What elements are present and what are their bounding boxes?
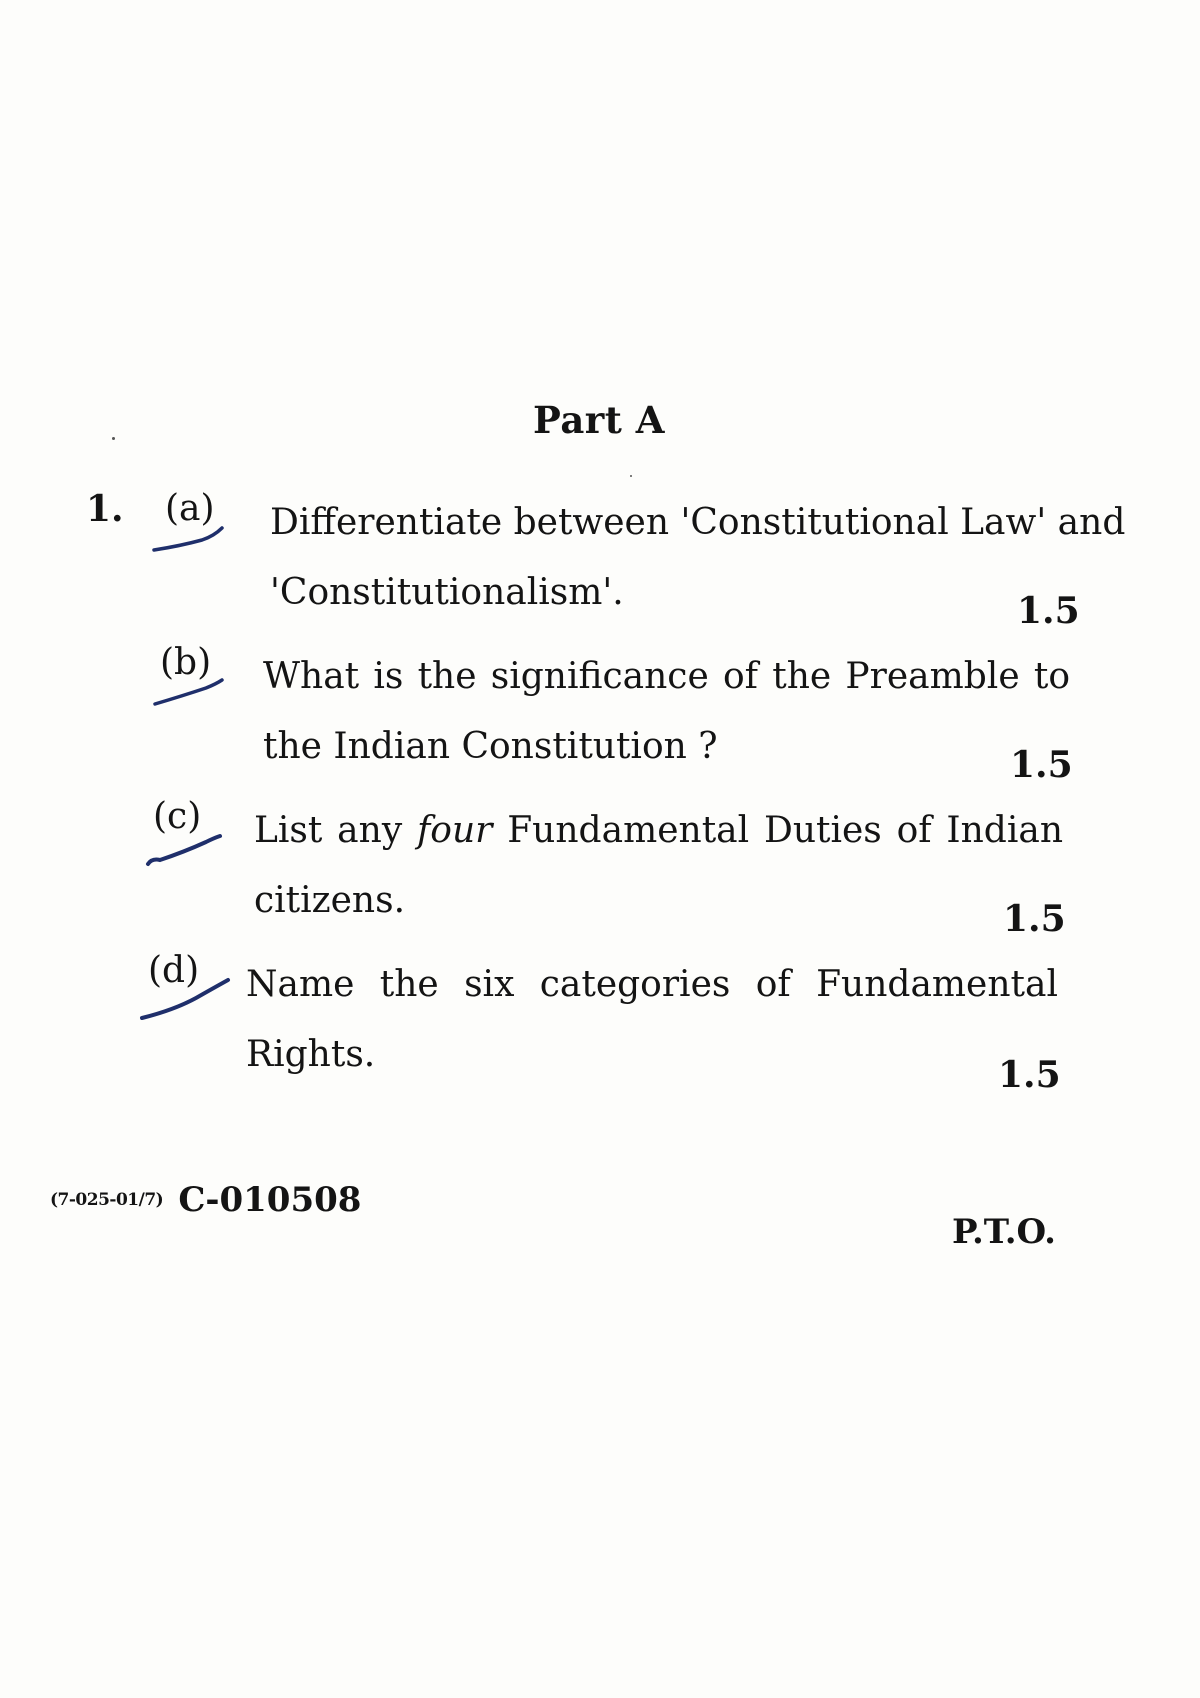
subquestion-line: the Indian Constitution ? (263, 726, 718, 767)
subquestion-a (165, 488, 1165, 638)
paper-code-main: C-010508 (178, 1180, 362, 1220)
subquestion-label: (d) (148, 950, 200, 991)
subquestion-label: (a) (165, 488, 215, 529)
part-title: Part A (533, 398, 665, 442)
marks-value: 1.5 (1003, 898, 1066, 940)
subquestion-label: (c) (153, 796, 202, 837)
subquestion-line: List any four Fundamental Duties of Indian (254, 810, 1064, 851)
subquestion-line: Name the six categories of Fundamental (246, 964, 1058, 1005)
marks-value: 1.5 (998, 1054, 1061, 1096)
pto-label: P.T.O. (952, 1212, 1056, 1252)
paper-code (50, 1180, 361, 1220)
marks-value: 1.5 (1017, 590, 1080, 632)
question-number: 1. (86, 488, 124, 530)
subquestion-c (153, 796, 1153, 946)
subquestion-line: Differentiate between 'Constitutional Law' and (270, 502, 1126, 543)
subquestion-text (263, 642, 1070, 782)
subquestion-d (148, 950, 1148, 1100)
subquestion-line: Rights. (246, 1034, 376, 1075)
subquestion-label: (b) (160, 642, 212, 683)
subquestion-line: citizens. (254, 880, 406, 921)
subquestion-text (270, 488, 1126, 628)
paper-speck (112, 437, 115, 440)
marks-value: 1.5 (1010, 744, 1073, 786)
subquestion-line: What is the significance of the Preamble to (263, 656, 1070, 697)
series-code: (7-025-01/7) (50, 1190, 164, 1210)
subquestion-b (160, 642, 1160, 792)
subquestion-text (254, 796, 1063, 936)
paper-speck (630, 475, 632, 477)
subquestion-line: 'Constitutionalism'. (270, 572, 624, 613)
subquestion-text (246, 950, 1058, 1090)
emphasized-word: four (416, 810, 493, 851)
